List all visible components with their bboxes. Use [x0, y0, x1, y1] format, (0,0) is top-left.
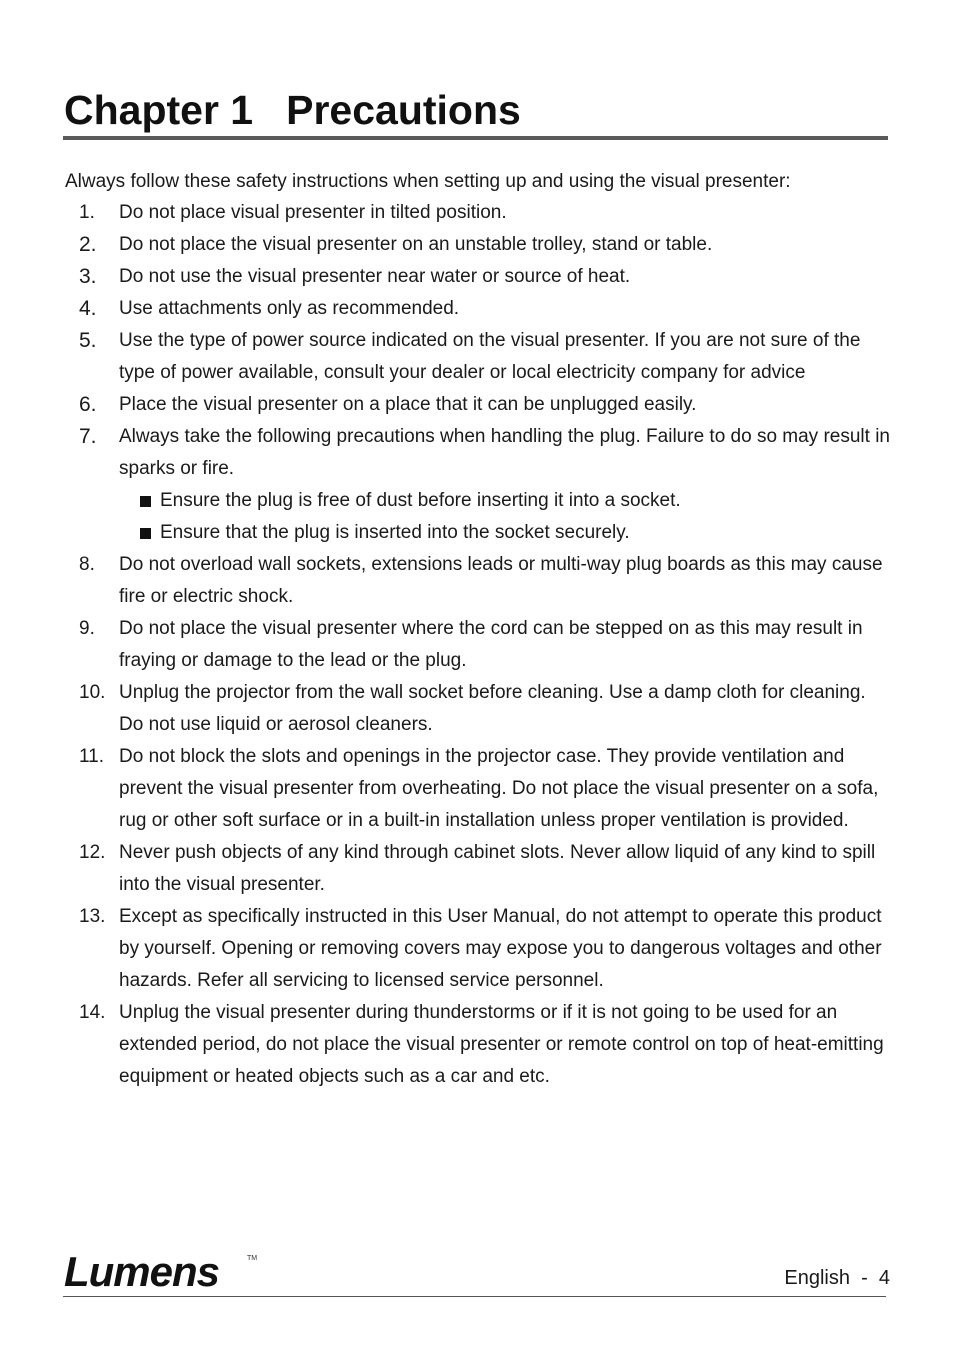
list-item [0, 613, 954, 677]
item-text: Except as specifically instructed in this User Manual, do not attempt to operate this product by yourself. Opening or removing covers may expose you to dangerous voltages and other hazards. Refer all servicing to licensed service personnel. [119, 906, 882, 991]
list-item [0, 997, 954, 1093]
sub-item-text: Ensure the plug is free of dust before inserting it into a socket. [160, 490, 681, 511]
item-number: 4. [79, 297, 97, 320]
title-divider [63, 136, 888, 140]
sub-list-item [118, 485, 894, 517]
item-text: Do not use the visual presenter near water or source of heat. [119, 266, 631, 287]
item-text: Use attachments only as recommended. [119, 298, 460, 319]
logo-wordmark: Lumens [64, 1250, 220, 1292]
list-item [0, 325, 954, 389]
square-bullet-icon [140, 496, 151, 507]
list-item [0, 741, 954, 837]
item-text: Do not place the visual presenter where the cord can be stepped on as this may result in fraying or damage to the lead or the plug. [119, 618, 863, 671]
item-text: Never push objects of any kind through cabinet slots. Never allow liquid of any kind to spill into the visual presenter. [119, 842, 876, 895]
item-text: Do not place the visual presenter on an unstable trolley, stand or table. [119, 234, 713, 255]
chapter-number: Chapter 1 [64, 87, 254, 133]
item-number: 9. [79, 618, 95, 639]
item-text: Unplug the projector from the wall socket before cleaning. Use a damp cloth for cleaning. Do not use liquid or aerosol cleaners. [119, 682, 866, 735]
item-text: Unplug the visual presenter during thunderstorms or if it is not going to be used for an extended period, do not place the visual presenter or remote control on top of heat-emitting equipment or heated objects such as a car and etc. [119, 1002, 884, 1087]
plug-precautions-list [119, 485, 894, 549]
item-number: 2. [79, 233, 97, 256]
lumens-logo [62, 1250, 262, 1292]
item-text: Use the type of power source indicated on the visual presenter. If you are not sure of the type of power available, consult your dealer or local electricity company for advice [119, 330, 861, 383]
footer-divider [63, 1296, 886, 1297]
precautions-list [0, 197, 954, 1093]
item-number: 8. [79, 554, 95, 575]
item-number: 1. [79, 202, 95, 223]
list-item [0, 261, 954, 293]
list-item [0, 197, 954, 229]
item-text: Place the visual presenter on a place that it can be unplugged easily. [119, 394, 697, 415]
list-item [0, 389, 954, 421]
item-text: Do not block the slots and openings in the projector case. They provide ventilation and prevent the visual presenter from overheating. Do not place the visual presenter on a sofa, rug or other soft surface or in a built-in installation unless proper ventilation is provided. [119, 746, 879, 831]
list-item [0, 421, 954, 549]
square-bullet-icon [140, 528, 151, 539]
list-item [0, 837, 954, 901]
list-item [0, 293, 954, 325]
item-text: Do not overload wall sockets, extensions leads or multi-way plug boards as this may cause fire or electric shock. [119, 554, 883, 607]
list-item [0, 901, 954, 997]
chapter-title [64, 84, 521, 136]
item-text: Do not place visual presenter in tilted position. [119, 202, 507, 223]
item-number: 3. [79, 265, 97, 288]
item-number: 7. [79, 425, 97, 448]
item-number: 5. [79, 329, 97, 352]
item-number: 13. [79, 906, 106, 927]
list-item [0, 549, 954, 613]
item-text: Always take the following precautions when handling the plug. Failure to do so may result in sparks or fire. [119, 426, 890, 479]
item-number: 6. [79, 393, 97, 416]
list-item [0, 229, 954, 261]
item-number: 11. [79, 746, 105, 767]
sub-list-item [118, 517, 894, 549]
trademark-mark: TM [247, 1255, 258, 1262]
chapter-name: Precautions [286, 87, 521, 133]
page-number: English - 4 [784, 1267, 890, 1289]
item-number: 12. [79, 842, 106, 863]
intro-text: Always follow these safety instructions when setting up and using the visual presenter: [65, 171, 791, 192]
item-number: 10. [79, 682, 106, 703]
item-number: 14. [79, 1002, 106, 1023]
list-item [0, 677, 954, 741]
sub-item-text: Ensure that the plug is inserted into the socket securely. [160, 522, 630, 543]
